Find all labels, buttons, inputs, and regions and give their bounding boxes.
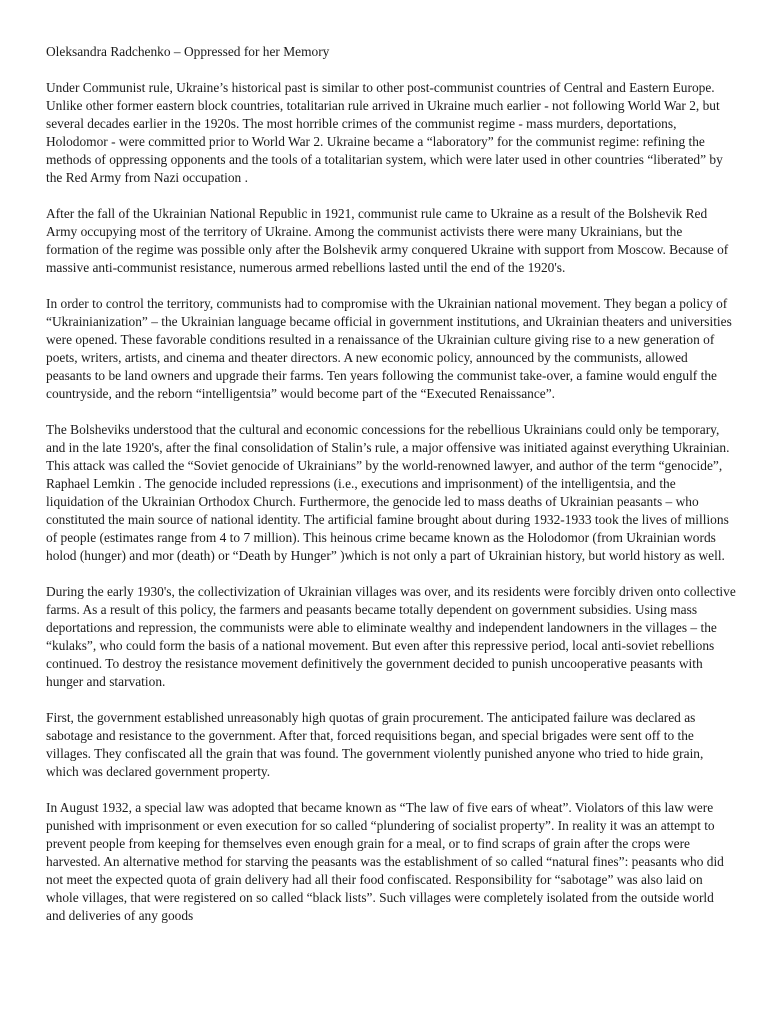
paragraph-2: After the fall of the Ukrainian National Republic in 1921, communist rule came to Ukraine as a result of the Bolshevik Red Army occupying most of the territory of Ukraine. Among the communist activists there were many Ukrainians, but the formation of the regime was possible only after the Bolshevik army conquered Ukraine with support from Moscow. Because of massive anti-communist resistance, numerous armed rebellions lasted until the end of the 1920's. (46, 206, 729, 275)
paragraph-1: Under Communist rule, Ukraine’s historical past is similar to other post-communist countries of Central and Eastern Europe. Unlike other former eastern block countries, totalitarian rule arrived in Ukraine much earlier - not following World War 2, but several decades earlier in the 1920s. The most horrible crimes of the communist regime - mass murders, deportations, Holodomor - were committed prior to World War 2. Ukraine became a “laboratory” for the communist regime: refining the methods of oppressing opponents and the tools of a totalitarian system, which were later used in other countries “liberated” by the Red Army from Nazi occupation . (46, 80, 723, 185)
paragraph-3: In order to control the territory, communists had to compromise with the Ukrainian national movement. They began a policy of “Ukrainianization” – the Ukrainian language became official in government institutions, and Ukrainian theaters and universities were opened. These favorable conditions resulted in a renaissance of the Ukrainian culture giving rise to a new generation of poets, writers, artists, and cinema and theater directors. A new economic policy, announced by the communists, allowed peasants to be land owners and upgrade their farms. Ten years following the communist take-over, a famine would engulf the countryside, and the reborn “intelligentsia” would become part of the “Executed Renaissance”. (46, 296, 732, 401)
paragraph-5: During the early 1930's, the collectivization of Ukrainian villages was over, and its residents were forcibly driven onto collective farms. As a result of this policy, the farmers and peasants became totally dependent on government subsidies. Using mass deportations and repression, the communists were able to eliminate wealthy and independent landowners in the villages – the “kulaks”, who could form the basis of a national movement. But even after this repressive period, local anti-soviet rebellions continued. To destroy the resistance movement definitively the government decided to punish uncooperative peasants with hunger and starvation. (46, 584, 736, 689)
document-title: Oleksandra Radchenko – Oppressed for her Memory (46, 44, 330, 59)
paragraph-4: The Bolsheviks understood that the cultural and economic concessions for the rebellious Ukrainians could only be temporary, and in the late 1920's, after the final consolidation of Stalin’s rule, a major offensive was initiated against everything Ukrainian. This attack was called the “Soviet genocide of Ukrainians” by the world-renowned lawyer, and author of the term “genocide”, Raphael Lemkin . The genocide included repressions (i.e., executions and imprisonment) of the intelligentsia, and the liquidation of the Ukrainian Orthodox Church. Furthermore, the genocide led to mass deaths of Ukrainian peasants – who constituted the main source of national identity. The artificial famine brought about during 1932-1933 took the lives of millions of people (estimates range from 4 to 7 million). This heinous crime became known as the Holodomor (from Ukrainian words holod (hunger) and mor (death) or “Death by Hunger” )which is not only a part of Ukrainian history, but world history as well. (46, 422, 730, 563)
paragraph-6: First, the government established unreasonably high quotas of grain procurement. The anticipated failure was declared as sabotage and resistance to the government. After that, forced requisitions began, and special brigades were sent off to the villages. They confiscated all the grain that was found. The government violently punished anyone who tried to hide grain, which was declared government property. (46, 710, 704, 779)
paragraph-7: In August 1932, a special law was adopted that became known as “The law of five ears of wheat”. Violators of this law were punished with imprisonment or even execution for so called “plundering of socialist property”. In reality it was an attempt to prevent people from keeping for themselves even enough grain for a meal, or to find scraps of grain after the crops were harvested. An alternative method for starving the peasants was the establishment of so called “natural fines”: peasants who did not meet the expected quota of grain delivery had all their food confiscated. Responsibility for “sabotage” was also laid on whole villages, that were registered on so called “black lists”. Such villages were completely isolated from the outside world and deliveries of any goods (46, 800, 724, 923)
document-body (46, 43, 736, 943)
